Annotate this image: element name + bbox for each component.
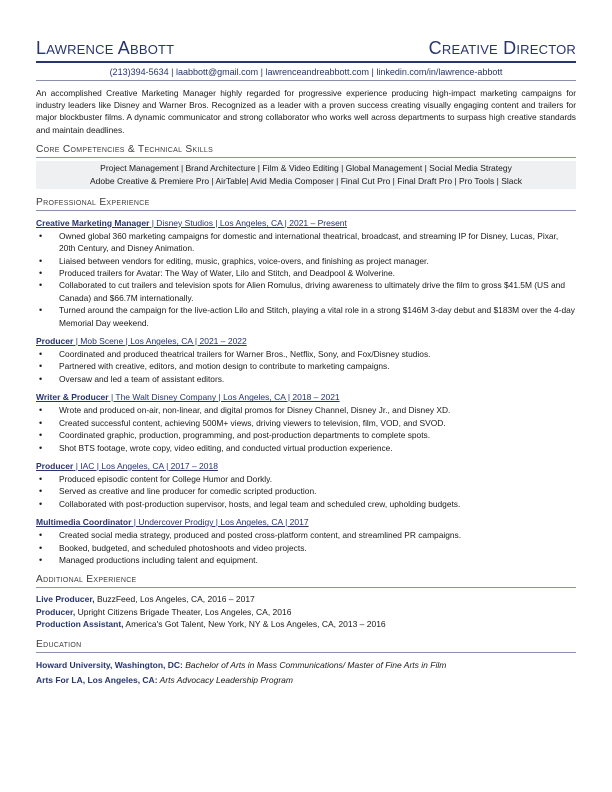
job-details: | Disney Studios | Los Angeles, CA | 2021 – Present	[149, 217, 347, 228]
job-details: | The Walt Disney Company | Los Angeles, CA | 2018 – 2021	[108, 392, 340, 403]
header-divider	[36, 61, 576, 63]
section-heading-skills: Core Competencies & Technical Skills	[36, 143, 576, 158]
job-bullet: • Managed productions including talent and equipment.	[36, 554, 576, 566]
job-bullet: • Turned around the campaign for the live-action Lilo and Stitch, playing a vital role in a strong $146M 3-day debut and $183M over the 4-day Memorial Day weekend.	[36, 304, 576, 329]
job-role: Writer & Producer	[36, 392, 109, 403]
job-details: | Mob Scene | Los Angeles, CA | 2021 – 2022	[73, 336, 247, 347]
education-school: Howard University, Washington, DC:	[36, 659, 183, 670]
job-header	[36, 217, 576, 229]
additional-details: BuzzFeed, Los Angeles, CA, 2016 – 2017	[94, 594, 255, 605]
job-bullets	[36, 529, 576, 566]
job-entry	[36, 335, 576, 385]
section-heading-additional: Additional Experience	[36, 573, 576, 588]
job-entry	[36, 217, 576, 329]
additional-role: Producer,	[36, 606, 76, 617]
education-list	[36, 658, 576, 688]
job-bullet: • Produced trailers for Avatar: The Way of Water, Lilo and Stitch, and Deadpool & Wolverine.	[36, 267, 576, 279]
education-program: Arts Advocacy Leadership Program	[157, 674, 293, 685]
additional-item	[36, 618, 576, 630]
job-bullets	[36, 348, 576, 385]
job-bullet: • Collaborated to cut trailers and television spots for Alien Romulus, driving awareness to ultimately drive the film to gross $41.5M (US and Canada) and $66.7M internationally.	[36, 279, 576, 304]
education-item	[36, 658, 576, 673]
skills-box	[36, 161, 576, 189]
job-bullet: • Coordinated graphic, production, programming, and post-production departments to complete spots.	[36, 429, 576, 441]
job-role: Multimedia Coordinator	[36, 517, 132, 528]
contact-line: (213)394-5634 | laabbott@gmail.com | lawrenceandreabbott.com | linkedin.com/in/lawrence-abbott	[109, 67, 503, 77]
job-bullet: • Produced episodic content for College Humor and Dorkly.	[36, 473, 576, 485]
job-bullet: • Served as creative and line producer for comedic scripted production.	[36, 485, 576, 497]
job-bullet: • Owned global 360 marketing campaigns for domestic and international theatrical, broadcast, and streaming IP for Disney, Lucas, Pixar, 20th Century, and Disney Animation.	[36, 230, 576, 255]
contact-divider	[36, 80, 576, 81]
job-bullets	[36, 230, 576, 329]
skills-line-2: Adobe Creative & Premiere Pro | AirTable| Avid Media Composer | Final Cut Pro | Final Draft Pro | Pro Tools | Slack	[90, 175, 522, 186]
additional-role: Live Producer,	[36, 594, 95, 605]
additional-role: Production Assistant,	[36, 619, 124, 630]
job-entry	[36, 516, 576, 566]
job-bullet: • Shot BTS footage, wrote copy, video editing, and conducted virtual production experience.	[36, 442, 576, 454]
job-bullet: • Collaborated with post-production supervisor, hosts, and legal team and scheduled crew, upholding budgets.	[36, 498, 576, 510]
job-details: | Undercover Prodigy | Los Angeles, CA | 2017	[131, 517, 309, 528]
job-details: | IAC | Los Angeles, CA | 2017 – 2018	[73, 460, 218, 471]
job-bullet: • Created successful content, achieving 500M+ views, driving viewers to television, film, VOD, and SVOD.	[36, 417, 576, 429]
additional-item	[36, 593, 576, 605]
additional-details: Upright Citizens Brigade Theater, Los Angeles, CA, 2016	[75, 606, 292, 617]
job-bullets	[36, 473, 576, 510]
additional-list	[36, 593, 576, 630]
section-heading-education: Education	[36, 638, 576, 653]
job-bullets	[36, 404, 576, 454]
section-heading-experience: Professional Experience	[36, 196, 576, 211]
job-bullet: • Liaised between vendors for editing, music, graphics, voice-overs, and finishing as project manager.	[36, 255, 576, 267]
education-item	[36, 673, 576, 688]
job-entry	[36, 460, 576, 510]
skills-line-1: Project Management | Brand Architecture | Film & Video Editing | Global Management | Social Media Strategy	[100, 162, 512, 173]
candidate-name: Lawrence Abbott	[36, 38, 175, 58]
additional-item	[36, 606, 576, 618]
job-bullet: • Booked, budgeted, and scheduled photoshoots and video projects.	[36, 542, 576, 554]
resume-header	[36, 38, 576, 58]
additional-details: America's Got Talent, New York, NY & Los Angeles, CA, 2013 – 2016	[123, 619, 386, 630]
job-bullet: • Partnered with creative, editors, and motion design to contribute to marketing campaigns.	[36, 360, 576, 372]
job-role: Creative Marketing Manager	[36, 217, 150, 228]
job-bullet: • Coordinated and produced theatrical trailers for Warner Bros., Netflix, Sony, and Fox/Disney studios.	[36, 348, 576, 360]
job-role: Producer	[36, 336, 74, 347]
candidate-title: Creative Director	[428, 38, 576, 58]
job-header	[36, 391, 576, 403]
job-bullet: • Oversaw and led a team of assistant editors.	[36, 373, 576, 385]
job-header	[36, 516, 576, 528]
summary-paragraph: An accomplished Creative Marketing Manager highly regarded for progressive experience producing high-impact marketing campaigns for industry leaders like Disney and Warner Bros. Recognized as a leader with a proven success creating visually engaging content and trailers for major blockbuster films. A dynamic communicator and strong collaborator who works well across departments to surpass high creative standards and maintain deadlines.	[36, 88, 576, 135]
job-bullet: • Wrote and produced on-air, non-linear, and digital promos for Disney Channel, Disney Jr., and Disney XD.	[36, 404, 576, 416]
job-bullet: • Created social media strategy, produced and posted cross-platform content, and streamlined PR campaigns.	[36, 529, 576, 541]
education-school: Arts For LA, Los Angeles, CA:	[36, 674, 158, 685]
job-role: Producer	[36, 460, 74, 471]
education-program: Bachelor of Arts in Mass Communications/ Master of Fine Arts in Film	[182, 659, 447, 670]
job-header	[36, 460, 576, 472]
job-header	[36, 335, 576, 347]
job-entry	[36, 391, 576, 454]
